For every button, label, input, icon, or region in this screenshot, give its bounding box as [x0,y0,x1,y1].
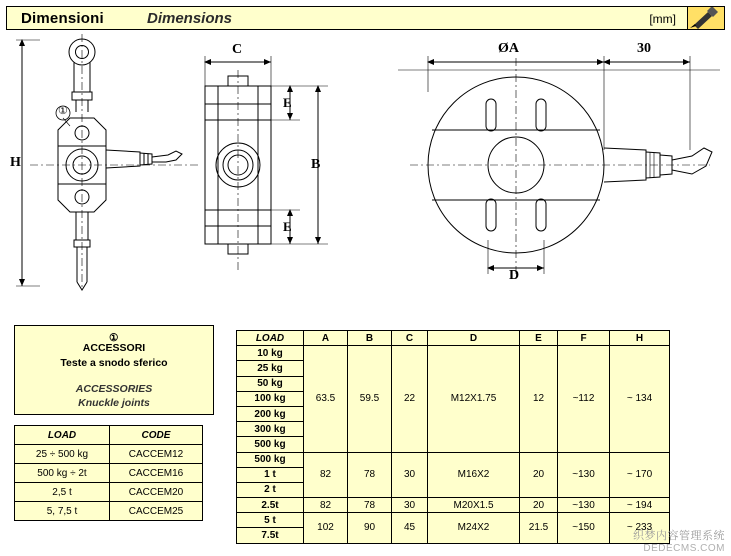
dim-cell-a: 82 [304,452,348,498]
dim-row-load: 2 t [237,482,304,497]
accessories-box [14,325,214,415]
dim-cell-b: 90 [348,513,392,543]
unit-label: [mm] [649,12,676,26]
code-row-code: CACCEM25 [110,502,203,521]
dim-row-load: 10 kg [237,346,304,361]
dim-cell-e: 12 [520,346,558,452]
code-row-code: CACCEM20 [110,483,203,502]
table-row [237,452,670,467]
dim-cell-c: 30 [392,452,428,498]
dim-row-load: 50 kg [237,376,304,391]
table-row [237,513,670,528]
label-e-top: E [283,95,292,110]
dim-cell-d: M20X1.5 [428,498,520,513]
dim-header-h: H [610,331,670,346]
callout-one-accessories: ① [109,332,119,344]
accessories-code-table [14,425,203,521]
dim-row-load: 5 t [237,513,304,528]
table-header-row [237,331,670,346]
dim-header-f: F [558,331,610,346]
dim-header-a: A [304,331,348,346]
watermark [633,527,725,554]
dim-cell-b: 59.5 [348,346,392,452]
table-row [15,502,203,521]
dim-cell-f: ~150 [558,513,610,543]
label-e-bottom: E [283,219,292,234]
page-title-it: Dimensioni [21,10,104,27]
accessories-sub-it: Teste a snodo sferico [60,357,168,369]
watermark-line2: DEDECMS.COM [643,543,725,554]
dim-cell-c: 30 [392,498,428,513]
dim-cell-h: ~ 134 [610,346,670,452]
dim-header-d: D [428,331,520,346]
dim-cell-f: ~112 [558,346,610,452]
table-header-row [15,426,203,445]
dim-header-load: LOAD [237,331,304,346]
label-length-30: 30 [637,41,651,56]
dim-cell-e: 21.5 [520,513,558,543]
dim-row-load: 300 kg [237,422,304,437]
dim-row-load: 1 t [237,467,304,482]
dim-cell-b: 78 [348,452,392,498]
dim-cell-b: 78 [348,498,392,513]
dim-row-load: 7.5t [237,528,304,543]
dim-cell-a: 82 [304,498,348,513]
code-row-load: 500 kg ÷ 2t [15,464,110,483]
dim-cell-e: 20 [520,498,558,513]
dim-cell-a: 63.5 [304,346,348,452]
accessories-title-en: ACCESSORIES [75,383,153,395]
table-row [15,445,203,464]
label-d: D [509,268,520,283]
callout-one-drawing: ① [58,105,68,117]
code-row-load: 5, 7,5 t [15,502,110,521]
dim-row-load: 2.5t [237,498,304,513]
dim-cell-h: ~ 233 [610,513,670,543]
accessories-sub-en: Knuckle joints [78,397,150,409]
code-row-load: 2,5 t [15,483,110,502]
code-row-code: CACCEM12 [110,445,203,464]
table-row [15,464,203,483]
code-table-header-load: LOAD [15,426,110,445]
dim-row-load: 25 kg [237,361,304,376]
dim-row-load: 200 kg [237,406,304,421]
table-row [15,483,203,502]
accessories-title-it: ACCESSORI [82,342,146,354]
dim-cell-a: 102 [304,513,348,543]
dim-cell-f: ~130 [558,452,610,498]
dim-cell-c: 45 [392,513,428,543]
dim-cell-h: ~ 170 [610,452,670,498]
watermark-line1: 织梦内容管理系统 [633,530,725,542]
dim-cell-c: 22 [392,346,428,452]
code-row-load: 25 ÷ 500 kg [15,445,110,464]
dim-header-b: B [348,331,392,346]
label-b: B [311,157,321,172]
dim-cell-f: ~130 [558,498,610,513]
label-c: C [232,42,243,57]
dim-header-c: C [392,331,428,346]
dim-cell-d: M16X2 [428,452,520,498]
dimension-table [236,330,670,544]
table-row [237,346,670,361]
table-row [237,498,670,513]
dim-row-load: 500 kg [237,452,304,467]
label-diameter-a: ØA [498,41,519,56]
dim-cell-d: M24X2 [428,513,520,543]
dim-row-load: 100 kg [237,391,304,406]
dim-row-load: 500 kg [237,437,304,452]
dim-cell-h: ~ 194 [610,498,670,513]
page-title-en: Dimensions [147,10,233,27]
dim-cell-e: 20 [520,452,558,498]
label-h: H [10,155,21,170]
code-row-code: CACCEM16 [110,464,203,483]
dim-header-e: E [520,331,558,346]
code-table-header-code: CODE [110,426,203,445]
dim-cell-d: M12X1.75 [428,346,520,452]
